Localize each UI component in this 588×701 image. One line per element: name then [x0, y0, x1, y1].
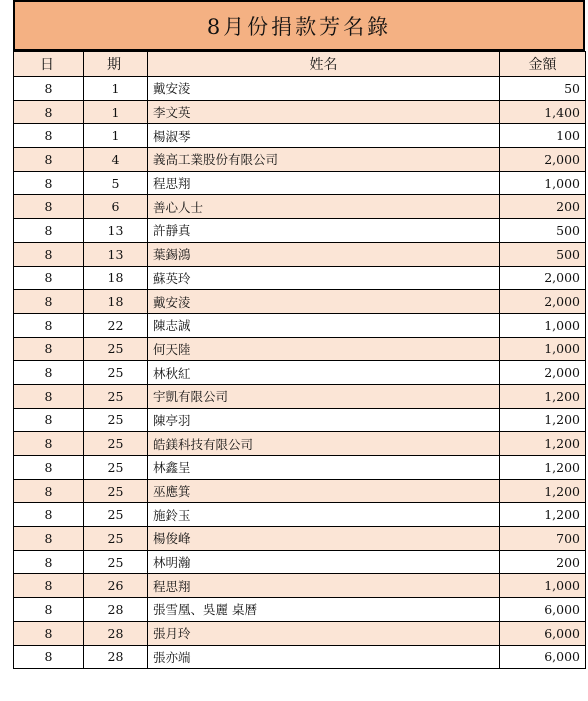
cell-amount: 500 [500, 219, 586, 243]
cell-month: 8 [14, 408, 84, 432]
cell-day: 28 [84, 598, 148, 622]
cell-day: 28 [84, 645, 148, 669]
cell-day: 22 [84, 313, 148, 337]
cell-name: 張亦端 [148, 645, 500, 669]
cell-amount: 2,000 [500, 361, 586, 385]
cell-amount: 1,200 [500, 384, 586, 408]
cell-amount: 2,000 [500, 290, 586, 314]
table-row [14, 100, 586, 124]
cell-day: 25 [84, 456, 148, 480]
cell-day: 25 [84, 361, 148, 385]
cell-name: 楊俊峰 [148, 527, 500, 551]
cell-day: 25 [84, 408, 148, 432]
cell-name: 程思翔 [148, 171, 500, 195]
table-row [14, 266, 586, 290]
table-row [14, 219, 586, 243]
cell-name: 戴安淩 [148, 77, 500, 101]
cell-month: 8 [14, 550, 84, 574]
cell-amount: 1,200 [500, 432, 586, 456]
table-row [14, 313, 586, 337]
table-body [14, 77, 586, 669]
cell-amount: 1,200 [500, 503, 586, 527]
cell-month: 8 [14, 527, 84, 551]
cell-day: 1 [84, 124, 148, 148]
cell-amount: 50 [500, 77, 586, 101]
cell-name: 張月玲 [148, 621, 500, 645]
cell-day: 6 [84, 195, 148, 219]
table-row [14, 503, 586, 527]
cell-month: 8 [14, 219, 84, 243]
cell-name: 林秋紅 [148, 361, 500, 385]
cell-name: 蘇英玲 [148, 266, 500, 290]
cell-month: 8 [14, 598, 84, 622]
donation-table [13, 51, 586, 669]
table-row [14, 527, 586, 551]
cell-day: 1 [84, 77, 148, 101]
cell-amount: 6,000 [500, 621, 586, 645]
cell-month: 8 [14, 384, 84, 408]
table-row [14, 290, 586, 314]
cell-name: 楊淑琴 [148, 124, 500, 148]
cell-month: 8 [14, 456, 84, 480]
cell-amount: 2,000 [500, 148, 586, 172]
cell-name: 施鈴玉 [148, 503, 500, 527]
cell-day: 4 [84, 148, 148, 172]
cell-amount: 1,000 [500, 574, 586, 598]
table-row [14, 645, 586, 669]
cell-amount: 500 [500, 242, 586, 266]
cell-month: 8 [14, 313, 84, 337]
cell-month: 8 [14, 479, 84, 503]
cell-day: 5 [84, 171, 148, 195]
cell-month: 8 [14, 195, 84, 219]
cell-month: 8 [14, 361, 84, 385]
cell-amount: 6,000 [500, 598, 586, 622]
cell-day: 26 [84, 574, 148, 598]
cell-day: 25 [84, 479, 148, 503]
cell-month: 8 [14, 290, 84, 314]
table-row [14, 384, 586, 408]
table-row [14, 124, 586, 148]
table-row [14, 77, 586, 101]
table-row [14, 432, 586, 456]
cell-name: 何天陸 [148, 337, 500, 361]
cell-name: 宇凱有限公司 [148, 384, 500, 408]
cell-name: 李文英 [148, 100, 500, 124]
header-date-left: 日 [14, 52, 84, 77]
table-row [14, 479, 586, 503]
cell-month: 8 [14, 645, 84, 669]
cell-name: 林明瀚 [148, 550, 500, 574]
cell-month: 8 [14, 242, 84, 266]
cell-name: 葉錫鴻 [148, 242, 500, 266]
cell-day: 18 [84, 290, 148, 314]
cell-name: 戴安淩 [148, 290, 500, 314]
cell-name: 義高工業股份有限公司 [148, 148, 500, 172]
cell-month: 8 [14, 337, 84, 361]
cell-amount: 200 [500, 550, 586, 574]
cell-amount: 1,000 [500, 337, 586, 361]
table-row [14, 195, 586, 219]
table-row [14, 361, 586, 385]
table-row [14, 456, 586, 480]
cell-day: 18 [84, 266, 148, 290]
cell-month: 8 [14, 621, 84, 645]
cell-month: 8 [14, 574, 84, 598]
donation-sheet [13, 0, 585, 669]
table-row [14, 598, 586, 622]
cell-day: 25 [84, 384, 148, 408]
cell-day: 25 [84, 503, 148, 527]
cell-amount: 1,200 [500, 479, 586, 503]
cell-day: 25 [84, 550, 148, 574]
cell-month: 8 [14, 100, 84, 124]
cell-day: 28 [84, 621, 148, 645]
header-row [14, 52, 586, 77]
table-row [14, 148, 586, 172]
cell-day: 13 [84, 242, 148, 266]
table-row [14, 242, 586, 266]
cell-name: 陳志誠 [148, 313, 500, 337]
cell-amount: 1,400 [500, 100, 586, 124]
table-row [14, 337, 586, 361]
table-row [14, 408, 586, 432]
cell-amount: 1,200 [500, 408, 586, 432]
cell-day: 1 [84, 100, 148, 124]
cell-amount: 700 [500, 527, 586, 551]
header-name: 姓名 [148, 52, 500, 77]
table-row [14, 574, 586, 598]
cell-day: 13 [84, 219, 148, 243]
cell-name: 程思翔 [148, 574, 500, 598]
cell-amount: 100 [500, 124, 586, 148]
header-date-right: 期 [84, 52, 148, 77]
cell-amount: 1,000 [500, 171, 586, 195]
table-row [14, 171, 586, 195]
header-amount: 金額 [500, 52, 586, 77]
cell-name: 張雪凰、吳麗 桌曆 [148, 598, 500, 622]
cell-amount: 1,000 [500, 313, 586, 337]
sheet-title: 8月份捐款芳名錄 [13, 0, 585, 51]
cell-month: 8 [14, 171, 84, 195]
cell-month: 8 [14, 77, 84, 101]
cell-name: 巫應箕 [148, 479, 500, 503]
cell-name: 林鑫呈 [148, 456, 500, 480]
cell-amount: 6,000 [500, 645, 586, 669]
cell-name: 皓鎂科技有限公司 [148, 432, 500, 456]
cell-name: 善心人士 [148, 195, 500, 219]
cell-amount: 2,000 [500, 266, 586, 290]
table-row [14, 621, 586, 645]
cell-amount: 200 [500, 195, 586, 219]
cell-day: 25 [84, 527, 148, 551]
table-row [14, 550, 586, 574]
cell-name: 陳亭羽 [148, 408, 500, 432]
cell-month: 8 [14, 432, 84, 456]
cell-name: 許靜真 [148, 219, 500, 243]
cell-month: 8 [14, 124, 84, 148]
cell-month: 8 [14, 266, 84, 290]
cell-amount: 1,200 [500, 456, 586, 480]
cell-day: 25 [84, 337, 148, 361]
cell-day: 25 [84, 432, 148, 456]
cell-month: 8 [14, 503, 84, 527]
cell-month: 8 [14, 148, 84, 172]
